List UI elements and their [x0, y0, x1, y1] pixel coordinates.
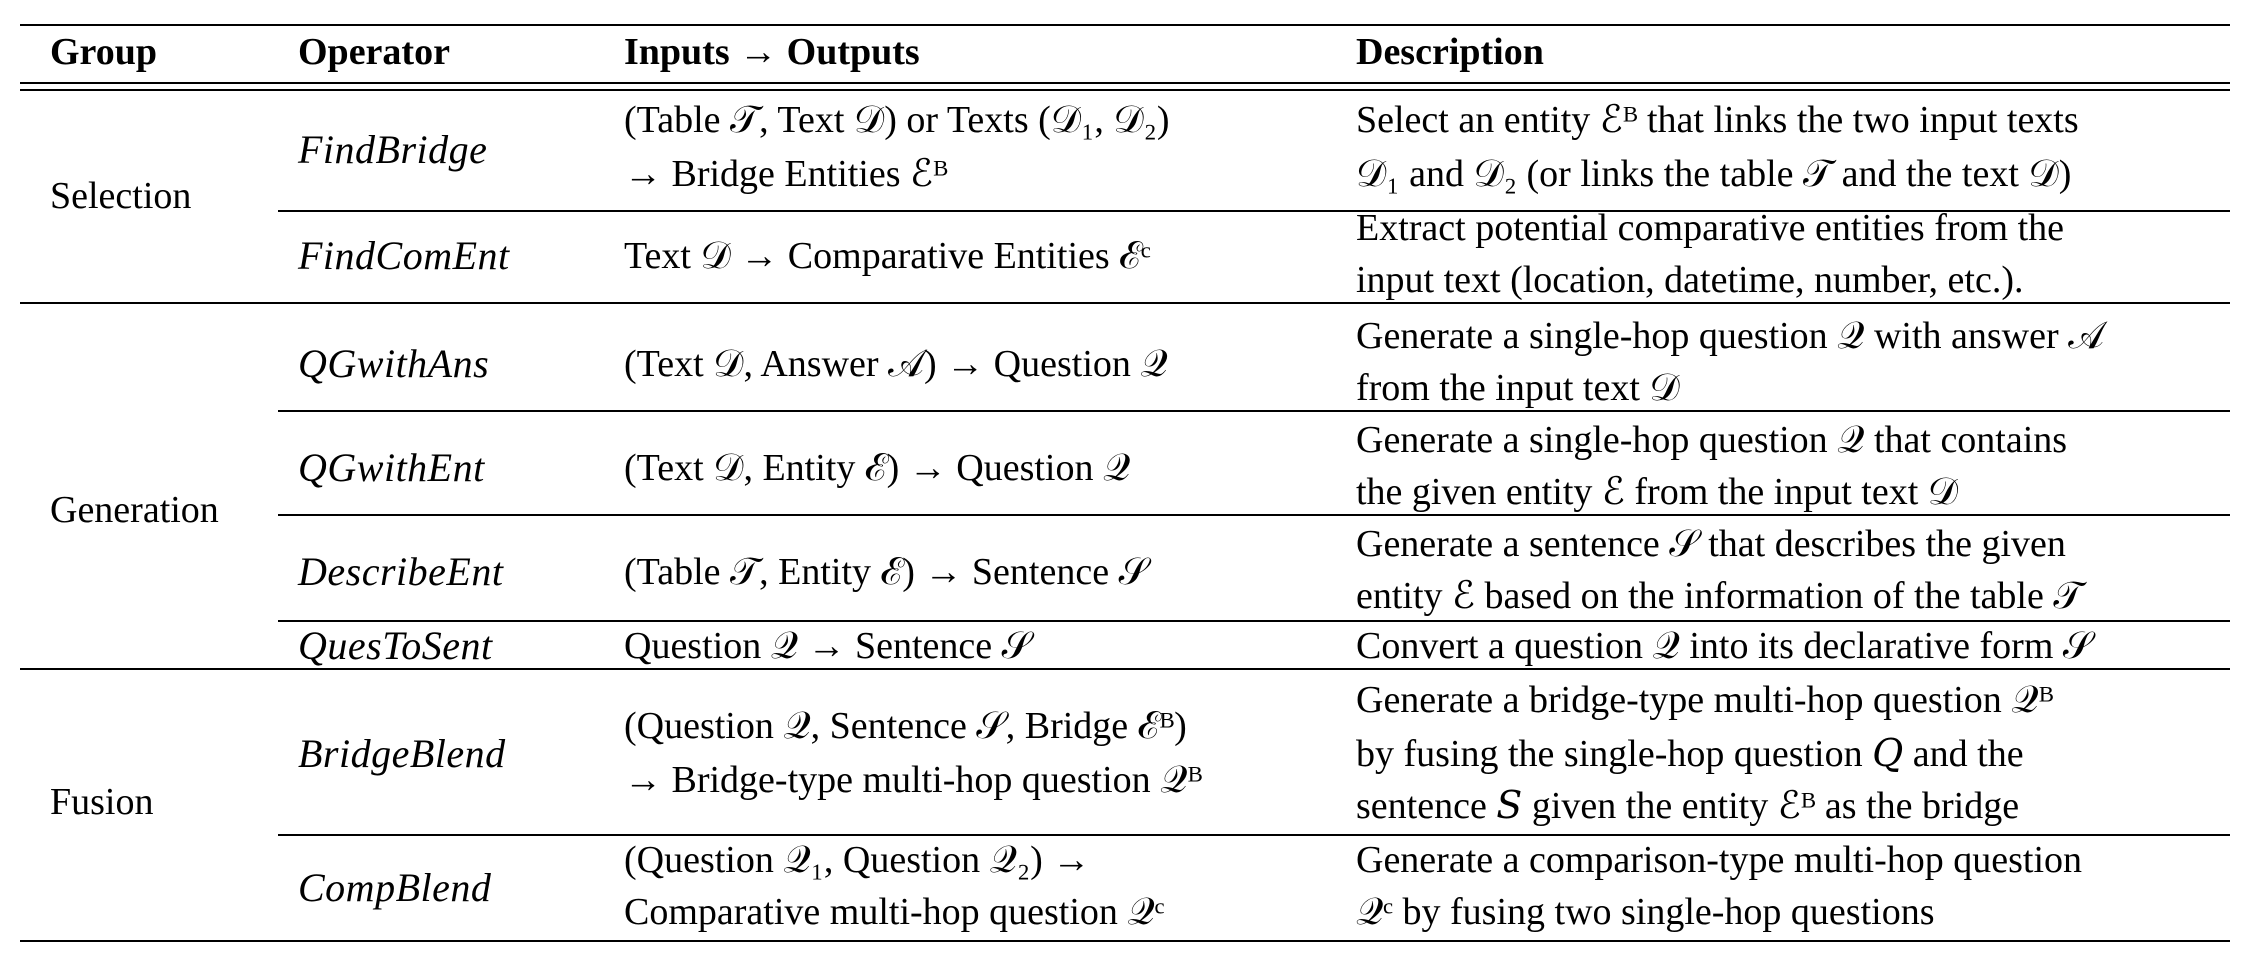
header-io: Inputs → Outputs	[624, 31, 920, 73]
io-findcoment-line1: Text 𝒟 → Comparative Entities ℰᶜ	[624, 235, 1151, 277]
desc-bridgeblend-line1: Generate a bridge-type multi-hop question 𝒬ᴮ	[1356, 679, 2054, 721]
desc-findbridge-line1: Select an entity ℰᴮ that links the two input texts	[1356, 99, 2079, 141]
io-bridgeblend-line2: → Bridge-type multi-hop question 𝒬ᴮ	[624, 759, 1203, 801]
desc-compblend-line1: Generate a comparison-type multi-hop question	[1356, 839, 2083, 881]
header-group: Group	[50, 31, 158, 73]
desc-qgwithans-line2: from the input text 𝒟	[1356, 367, 1680, 409]
io-findbridge-line2: → Bridge Entities ℰᴮ	[624, 153, 948, 195]
header-rule-1	[20, 82, 2230, 84]
operator-bridgeblend: BridgeBlend	[298, 731, 506, 776]
desc-qgwithans-line1: Generate a single-hop question 𝒬 with answer 𝒜	[1356, 315, 2105, 357]
group-generation: Generation	[50, 489, 219, 531]
desc-compblend-line2: 𝒬ᶜ by fusing two single-hop questions	[1356, 891, 1935, 933]
io-findbridge-line1: (Table 𝒯, Text 𝒟) or Texts (𝒟₁, 𝒟₂)	[624, 99, 1170, 141]
io-qgwithent-line1: (Text 𝒟, Entity ℰ) → Question 𝒬	[624, 447, 1131, 489]
io-compblend-line2: Comparative multi-hop question 𝒬ᶜ	[624, 891, 1165, 933]
desc-findbridge-line2: 𝒟₁ and 𝒟₂ (or links the table 𝒯 and the text 𝒟)	[1356, 153, 2072, 195]
desc-describeent-line2: entity ℰ based on the information of the table 𝒯	[1356, 575, 2083, 617]
generation-rule-1	[278, 410, 2230, 412]
desc-findcoment-line1: Extract potential comparative entities from the	[1356, 207, 2065, 249]
desc-findcoment-line2: input text (location, datetime, number, etc.).	[1356, 259, 2024, 301]
desc-bridgeblend-line3: sentence 𝑆 given the entity ℰᴮ as the bridge	[1356, 785, 2020, 827]
header-description: Description	[1356, 31, 1544, 73]
operator-describeent: DescribeEnt	[298, 549, 504, 594]
bottom-rule	[20, 940, 2230, 942]
operator-qgwithans: QGwithAns	[298, 341, 490, 386]
io-qgwithans-line1: (Text 𝒟, Answer 𝒜) → Question 𝒬	[624, 343, 1168, 385]
desc-bridgeblend-line2: by fusing the single-hop question 𝑄 and the	[1356, 733, 2024, 775]
io-questosent-line1: Question 𝒬 → Sentence 𝒮	[624, 625, 1032, 667]
operator-qgwithent: QGwithEnt	[298, 445, 485, 490]
group-fusion: Fusion	[50, 781, 154, 823]
desc-qgwithent-line2: the given entity ℰ from the input text 𝒟	[1356, 471, 1959, 513]
header-rule-2	[20, 89, 2230, 91]
header-operator: Operator	[298, 31, 450, 73]
io-bridgeblend-line1: (Question 𝒬, Sentence 𝒮, Bridge ℰᴮ)	[624, 705, 1187, 747]
operator-questosent: QuesToSent	[298, 623, 493, 668]
desc-qgwithent-line1: Generate a single-hop question 𝒬 that contains	[1356, 419, 2068, 461]
io-compblend-line1: (Question 𝒬₁, Question 𝒬₂) →	[624, 839, 1091, 881]
operator-findbridge: FindBridge	[298, 127, 488, 172]
operator-findcoment: FindComEnt	[298, 233, 510, 278]
group-selection: Selection	[50, 175, 192, 217]
io-describeent-line1: (Table 𝒯, Entity ℰ) → Sentence 𝒮	[624, 551, 1148, 593]
operator-compblend: CompBlend	[298, 865, 492, 910]
desc-describeent-line1: Generate a sentence 𝒮 that describes the given	[1356, 523, 2066, 565]
desc-questosent-line1: Convert a question 𝒬 into its declarative form 𝒮	[1356, 625, 2093, 667]
